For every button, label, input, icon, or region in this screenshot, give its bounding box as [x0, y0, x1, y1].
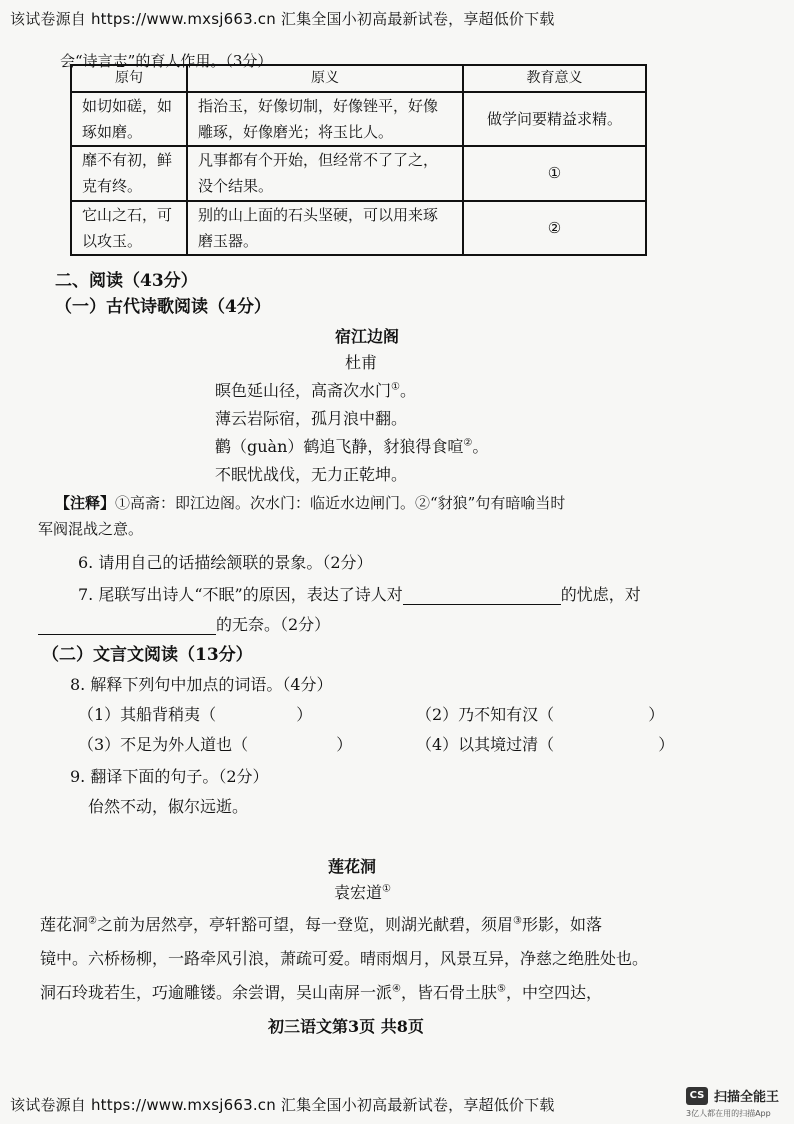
essay-text: 莲花洞 [40, 915, 89, 934]
footnote-marker: ⑤ [497, 983, 506, 995]
essay-paragraph-line-3 [40, 980, 760, 1003]
poem-line-2: 薄云岩际宿，孤月浪中翻。 [215, 409, 408, 428]
table-header: 原句 [71, 65, 187, 92]
question-7 [78, 582, 641, 605]
poem-notes [55, 492, 565, 513]
essay-paragraph-line-1 [40, 912, 760, 935]
question-9-sentence: 佁然不动，俶尔远逝。 [88, 797, 249, 816]
table-row [71, 201, 646, 256]
poem-notes-cont: 军阀混战之意。 [38, 520, 144, 538]
question-8-3 [78, 732, 352, 755]
question-text: （3）不足为外人道也（ [78, 735, 249, 754]
poem-line-1: 暝色延山径，高斋次水门①。 [215, 381, 416, 400]
table-header: 教育意义 [463, 65, 646, 92]
table-row [71, 92, 646, 147]
table-cell: 别的山上面的石头坚硬，可以用来琢磨玉器。 [187, 201, 463, 256]
answer-blank-2[interactable] [38, 615, 216, 635]
subsection-heading-poetry: （一）古代诗歌阅读（4分） [55, 297, 271, 317]
question-8-1 [78, 702, 312, 725]
paren: ） [658, 735, 675, 754]
question-7-cont [38, 612, 330, 635]
watermark-bottom: 该试卷源自 https://www.mxsj663.cn 汇集全国小初高最新试卷，享超低价下载 [10, 1096, 555, 1114]
note-text: ①高斋：即江边阁。次水门：临近水边闸门。②“豺狼”句有暗喻当时 [115, 494, 566, 512]
footnote-marker: ① [382, 883, 391, 895]
question-text: 的忧虑，对 [560, 585, 641, 604]
essay-text: 形影，如落 [521, 915, 602, 934]
footnote-marker: ③ [513, 915, 522, 927]
answer-blank-8-2[interactable] [554, 705, 648, 724]
essay-paragraph-line-2: 镜中。六桥杨柳，一路牵风引浪，萧疏可爱。晴雨烟月，风景互异，净慈之绝胜处也。 [40, 949, 649, 968]
question-text: 的无奈。（2分） [216, 615, 331, 634]
question-8-4 [416, 732, 674, 755]
question-text: （1）其船背稍夷（ [78, 705, 217, 724]
scanner-logo [686, 1086, 779, 1105]
table-cell-blank-2[interactable]: ② [463, 201, 646, 256]
table-cell: 如切如磋，如琢如磨。 [71, 92, 187, 147]
question-8: 8. 解释下列句中加点的词语。（4分） [70, 675, 333, 694]
table-cell: 凡事都有个开始，但经常不了了之，没个结果。 [187, 146, 463, 201]
poem-line-punct: 。 [472, 437, 489, 456]
scanner-tagline: 3亿人都在用的扫描App [686, 1109, 771, 1118]
footnote-marker: ② [463, 437, 473, 449]
essay-text: ，中空四达， [505, 983, 602, 1002]
poem-line-4: 不眠忧战伐，无力正乾坤。 [215, 465, 408, 484]
table-cell-blank-1[interactable]: ① [463, 146, 646, 201]
page-footer: 初三语文第3页 共8页 [268, 1017, 424, 1036]
answer-blank-8-1[interactable] [216, 705, 296, 724]
author-name: 袁宏道 [334, 883, 383, 902]
essay-author [334, 880, 391, 903]
answer-blank-8-4[interactable] [554, 735, 658, 754]
table-intro: 会“诗言志”的育人作用。（3分） [60, 52, 273, 70]
question-text: （4）以其境过清（ [416, 735, 555, 754]
essay-text: 洞石玲珑若生，巧逾雕镂。余尝谓，吴山南屏一派 [40, 983, 393, 1002]
essay-text: ，皆石骨土肤 [400, 983, 497, 1002]
footnote-marker: ④ [392, 983, 401, 995]
table-cell: 做学问要精益求精。 [463, 92, 646, 147]
answer-blank-1[interactable] [403, 585, 561, 605]
question-8-2 [416, 702, 664, 725]
footnote-marker: ① [391, 381, 400, 393]
paren: ） [336, 735, 353, 754]
poem-line-3 [215, 434, 488, 457]
poetry-education-table [70, 64, 647, 256]
essay-title: 莲花洞 [328, 857, 377, 876]
note-label: 【注释】 [55, 494, 116, 512]
question-9: 9. 翻译下面的句子。（2分） [70, 767, 269, 786]
table-row [71, 146, 646, 201]
table-cell: 靡不有初，鲜克有终。 [71, 146, 187, 201]
question-6: 6. 请用自己的话描绘颔联的景象。（2分） [78, 553, 373, 572]
poem-line-text: 鹳（guàn）鹤追飞静，豺狼得食喧 [215, 437, 464, 456]
answer-blank-8-3[interactable] [248, 735, 336, 754]
footnote-marker: ② [88, 915, 97, 927]
question-text: 7. 尾联写出诗人“不眠”的原因，表达了诗人对 [78, 585, 403, 604]
subsection-heading-classical: （二）文言文阅读（13分） [42, 645, 253, 665]
scanner-name: 扫描全能王 [714, 1090, 780, 1105]
paren: ） [296, 705, 313, 724]
poem-title: 宿江边阁 [335, 327, 400, 346]
camscanner-icon: CS [686, 1087, 708, 1105]
table-header-row [71, 65, 646, 92]
section-heading-reading: 二、阅读（43分） [55, 271, 198, 291]
table-header: 原义 [187, 65, 463, 92]
paren: ） [648, 705, 665, 724]
watermark-top: 该试卷源自 https://www.mxsj663.cn 汇集全国小初高最新试卷，享超低价下载 [10, 10, 555, 28]
table-cell: 它山之石，可以攻玉。 [71, 201, 187, 256]
essay-text: 之前为居然亭，亭轩豁可望，每一登览，则湖光献碧，须眉 [96, 915, 513, 934]
poem-line-text: 暝色延山径，高斋次水门 [215, 381, 392, 400]
table-cell: 指治玉，好像切制，好像锉平，好像雕琢，好像磨光；将玉比人。 [187, 92, 463, 147]
poem-author: 杜甫 [345, 353, 378, 372]
question-text: （2）乃不知有汉（ [416, 705, 555, 724]
